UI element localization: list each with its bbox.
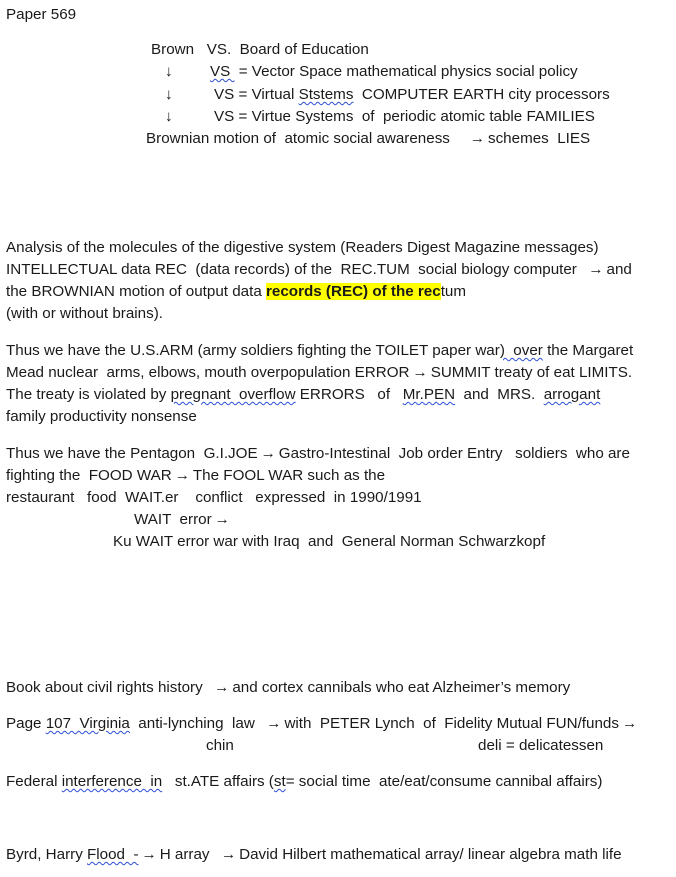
paragraph-5-deli: deli = delicatessen — [478, 737, 604, 754]
paragraph-2-line-1: Thus we have the U.S.ARM (army soldiers fighting the TOILET paper war) over the Margaret — [6, 342, 634, 359]
paragraph-6: Federal interference in st.ATE affairs (st= social time ate/eat/consume cannibal affairs) — [6, 773, 603, 790]
arrow-icon: → — [141, 846, 157, 863]
paragraph-3-line-1: Thus we have the Pentagon G.I.JOE → Gastro-Intestinal Job order Entry soldiers who are — [6, 445, 630, 462]
header-title: Brown VS. Board of Education — [151, 41, 369, 58]
paragraph-1-line-2: INTELLECTUAL data REC (data records) of the REC.TUM social biology computer → and — [6, 261, 632, 278]
arrow-icon: → — [214, 511, 230, 528]
down-arrow-icon: ↓ — [165, 86, 173, 103]
down-arrow-icon: ↓ — [165, 108, 173, 125]
down-arrow-icon: ↓ — [165, 63, 173, 80]
header-line-brownian: Brownian motion of atomic social awareness → schemes LIES — [146, 130, 591, 147]
paragraph-3-line-5: Ku WAIT error war with Iraq and General Norman Schwarzkopf — [113, 533, 546, 550]
arrow-icon: → — [260, 445, 276, 462]
paragraph-3-line-3: restaurant food WAIT.er conflict expressed in 1990/1991 — [6, 489, 422, 506]
arrow-icon: → — [621, 715, 638, 732]
paragraph-2-line-4: family productivity nonsense — [6, 408, 197, 425]
paragraph-3-line-2: fighting the FOOD WAR → The FOOL WAR such as the — [6, 467, 386, 484]
paragraph-1-line-1: Analysis of the molecules of the digestive system (Readers Digest Magazine messages) — [6, 239, 599, 256]
paragraph-5-line-1: Page 107 Virginia anti-lynching law → with PETER Lynch of Fidelity Mutual FUN/funds → — [6, 715, 638, 732]
arrow-icon: → — [174, 467, 190, 484]
spell-flag: Flood - — [87, 846, 139, 863]
arrow-icon: → — [588, 261, 604, 278]
spell-flag: interference in — [61, 773, 163, 790]
arrow-icon: → — [412, 364, 428, 381]
paragraph-1-line-3: the BROWNIAN motion of output data records (REC) of the rectum — [6, 283, 467, 300]
paragraph-2-line-3: The treaty is violated by pregnant overflow ERRORS of Mr.PEN and MRS. arrogant — [6, 386, 601, 403]
spell-flag: pregnant overflow — [170, 386, 296, 403]
paragraph-1-line-4: (with or without brains). — [6, 305, 163, 322]
paragraph-7: Byrd, Harry Flood - → H array → David Hilbert mathematical array/ linear algebra math life — [6, 846, 622, 863]
spell-flag: Mr.PEN — [402, 386, 456, 403]
header-line-virtual-systems: VS = Virtual Ststems COMPUTER EARTH city processors — [214, 86, 610, 103]
header-line-vector-space: VS = Vector Space mathematical physics social policy — [210, 63, 578, 80]
arrow-icon: → — [469, 130, 485, 147]
arrow-icon: → — [220, 846, 237, 863]
paragraph-5-chin: chin — [206, 737, 234, 754]
spell-flag: Ststems — [298, 86, 354, 103]
spell-flag: arrogant — [543, 386, 601, 403]
arrow-icon: → — [214, 679, 230, 696]
highlighted-text: records (REC) of the rec — [266, 283, 441, 300]
header-line-virtue-systems: VS = Virtue Systems of periodic atomic table FAMILIES — [214, 108, 595, 125]
paragraph-4: Book about civil rights history → and cortex cannibals who eat Alzheimer’s memory — [6, 679, 571, 696]
page-label: Paper 569 — [6, 6, 77, 23]
paragraph-3-line-4: WAIT error → — [134, 511, 230, 528]
spell-flag: st — [273, 773, 286, 790]
arrow-icon: → — [266, 715, 282, 732]
spell-flag: 107 Virginia — [45, 715, 130, 732]
spell-flag: VS — [210, 63, 235, 80]
spell-flag: ) over — [499, 342, 543, 359]
paragraph-2-line-2: Mead nuclear arms, elbows, mouth overpopulation ERROR → SUMMIT treaty of eat LIMITS. — [6, 364, 633, 381]
